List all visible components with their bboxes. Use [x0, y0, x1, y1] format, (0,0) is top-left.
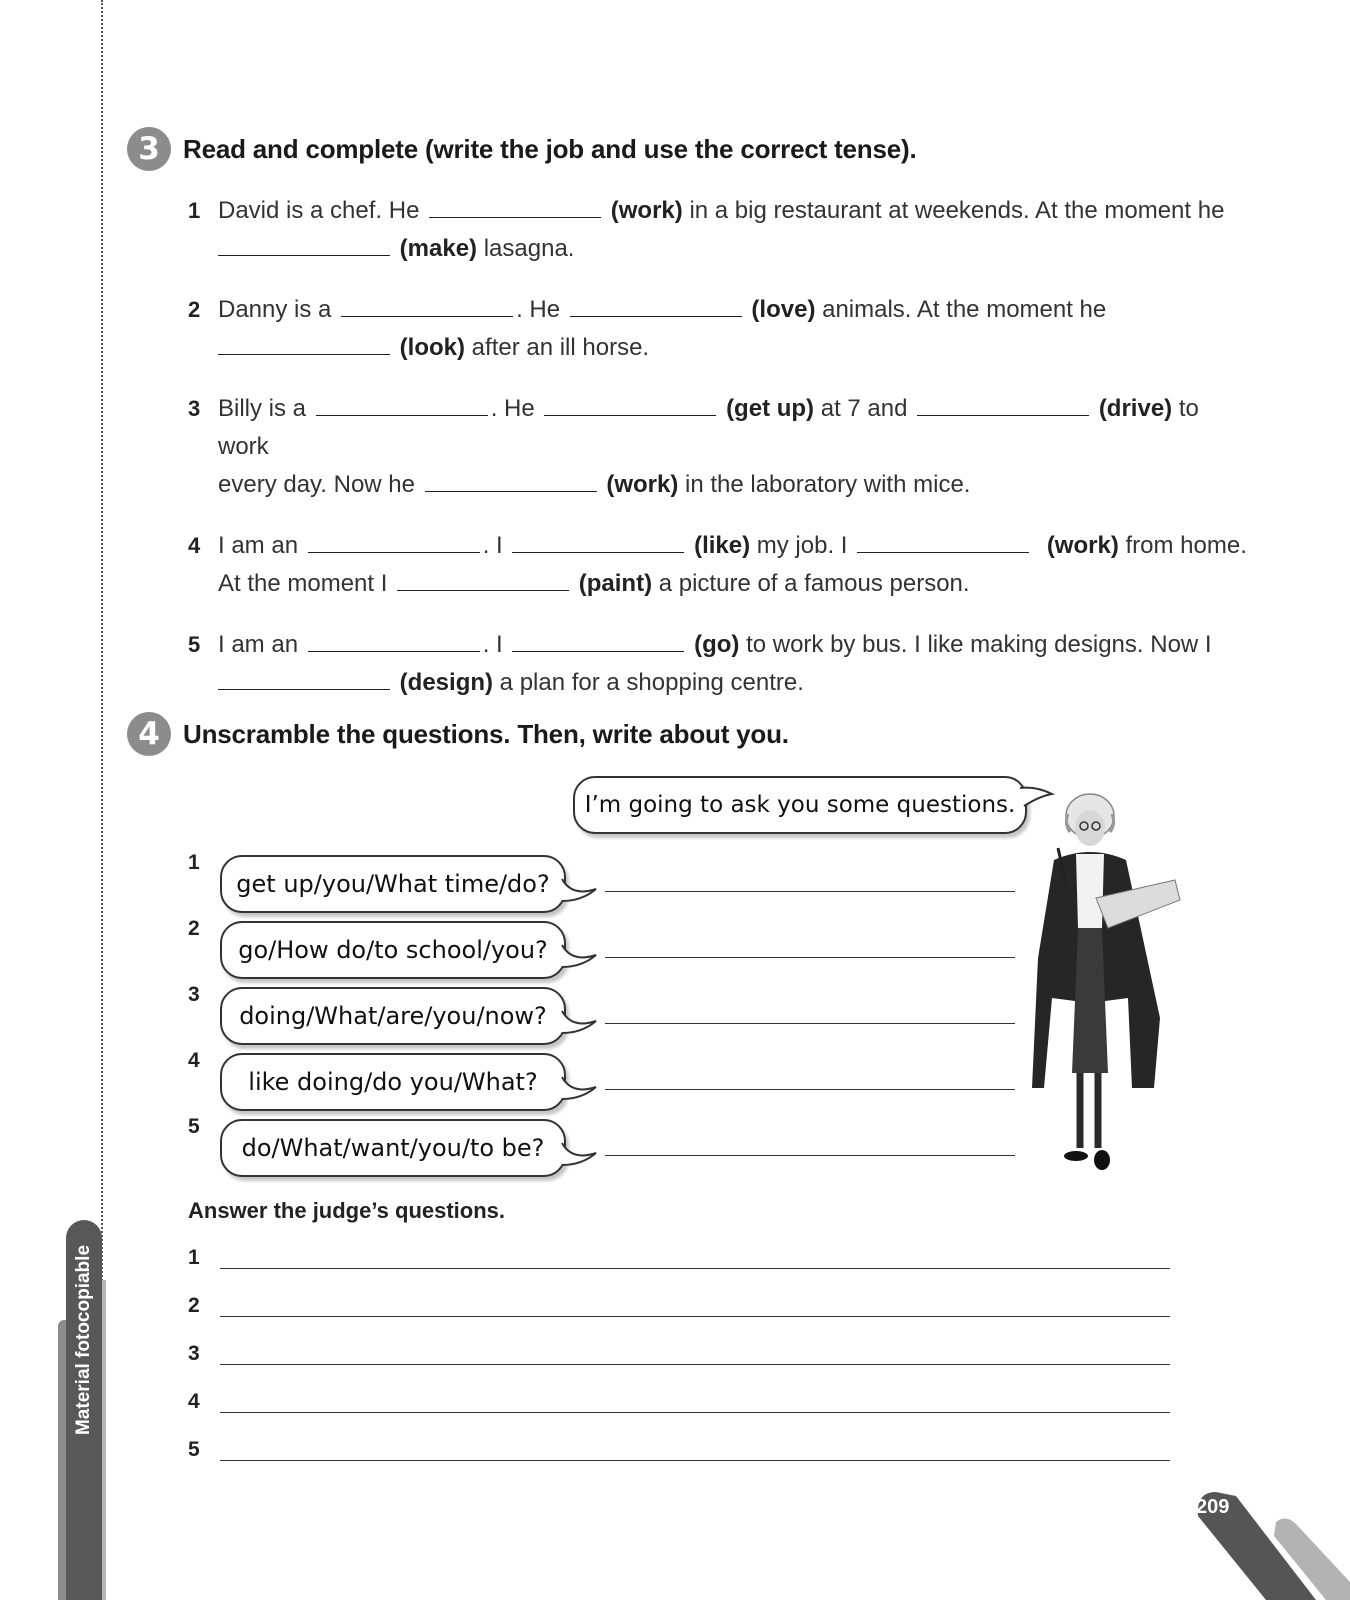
answer-blank[interactable] [218, 231, 390, 256]
item-text: I am an [218, 532, 299, 559]
item-text: my job. I [756, 532, 848, 559]
item-text: I am an [218, 631, 299, 658]
question-bubble: like doing/do you/What? [220, 1053, 566, 1111]
item-text: every day. Now he [218, 471, 415, 498]
exercise-item [188, 527, 1248, 603]
answer-blank[interactable] [425, 467, 597, 492]
answer-row [188, 1438, 1173, 1468]
question-number: 2 [188, 917, 200, 940]
answer-row [188, 1390, 1173, 1420]
answer-blank[interactable] [218, 665, 390, 690]
exercise-4-header [127, 712, 789, 756]
item-text: Billy is a [218, 395, 307, 422]
side-tab-label: Material fotocopiable [73, 1244, 94, 1436]
item-text: at 7 and [820, 395, 908, 422]
question-row [185, 983, 1025, 1045]
item-text: At the moment I [218, 570, 388, 597]
verb-prompt: (design) [399, 669, 493, 696]
judge-speech-bubble: I’m going to ask you some questions. [573, 776, 1027, 834]
answer-blank[interactable] [544, 391, 716, 416]
answer-blank[interactable] [308, 528, 480, 553]
exercise-number-badge: 4 [127, 712, 171, 756]
verb-prompt: (look) [399, 334, 465, 361]
item-text: Danny is a [218, 296, 332, 323]
answer-blank[interactable] [308, 627, 480, 652]
exercise-number-badge: 3 [127, 127, 171, 171]
verb-prompt: (go) [694, 631, 740, 658]
answer-line[interactable] [605, 957, 1015, 958]
answer-number: 1 [188, 1246, 200, 1269]
item-text: a picture of a famous person. [658, 570, 970, 597]
exercise-item [188, 291, 1248, 367]
answer-line[interactable] [220, 1460, 1170, 1461]
question-bubble: get up/you/What time/do? [220, 855, 566, 913]
answer-line[interactable] [605, 1155, 1015, 1156]
question-number: 5 [188, 1115, 200, 1138]
answer-line[interactable] [220, 1412, 1170, 1413]
exercise-item [188, 626, 1248, 702]
answer-blank[interactable] [218, 330, 390, 355]
verb-prompt: (love) [751, 296, 816, 323]
answer-line[interactable] [605, 891, 1015, 892]
answer-number: 3 [188, 1342, 200, 1365]
item-text: to work [218, 395, 1199, 460]
item-text: from home. [1125, 532, 1247, 559]
answer-line[interactable] [220, 1268, 1170, 1269]
item-text: in the laboratory with mice. [685, 471, 971, 498]
verb-prompt: (drive) [1098, 395, 1173, 422]
question-number: 4 [188, 1049, 200, 1072]
answer-blank[interactable] [397, 566, 569, 591]
speech-tail-icon [560, 875, 600, 905]
speech-tail-icon [560, 1007, 600, 1037]
answer-line[interactable] [605, 1023, 1015, 1024]
answer-blank[interactable] [512, 627, 684, 652]
verb-prompt: (get up) [726, 395, 815, 422]
question-row [185, 917, 1025, 979]
item-text: . I [482, 532, 503, 559]
answer-blank[interactable] [917, 391, 1089, 416]
answer-line[interactable] [605, 1089, 1015, 1090]
item-text: a plan for a shopping centre. [499, 669, 804, 696]
answer-line[interactable] [220, 1364, 1170, 1365]
item-number: 1 [188, 198, 201, 223]
item-text: animals. At the moment he [822, 296, 1107, 323]
speech-tail-icon [560, 1139, 600, 1169]
question-row [185, 851, 1025, 913]
question-row [185, 1049, 1025, 1111]
answer-blank[interactable] [512, 528, 684, 553]
verb-prompt: (make) [399, 235, 478, 262]
item-number: 2 [188, 297, 201, 322]
question-row [185, 1115, 1025, 1177]
item-number: 3 [188, 396, 201, 421]
exercise-3-items [188, 192, 1248, 725]
item-text: . He [490, 395, 535, 422]
item-text: after an ill horse. [471, 334, 650, 361]
verb-prompt: (work) [610, 197, 683, 224]
item-text: David is a chef. He [218, 197, 420, 224]
speech-tail-icon [560, 941, 600, 971]
answer-number: 4 [188, 1390, 200, 1413]
item-text: . He [516, 296, 561, 323]
judge-illustration [1030, 788, 1185, 1178]
exercise-3-header [127, 127, 917, 171]
exercise-title: Unscramble the questions. Then, write about you. [183, 718, 789, 749]
question-bubble: do/What/want/you/to be? [220, 1119, 566, 1177]
exercise-item [188, 390, 1248, 504]
exercise-item [188, 192, 1248, 268]
verb-prompt: (like) [694, 532, 751, 559]
answer-blank[interactable] [341, 292, 513, 317]
page-number: 209 [1196, 1496, 1230, 1518]
item-text: lasagna. [483, 235, 575, 262]
verb-prompt: (work) [606, 471, 679, 498]
answer-blank[interactable] [857, 528, 1029, 553]
answer-number: 5 [188, 1438, 200, 1461]
question-number: 1 [188, 851, 200, 874]
answer-number: 2 [188, 1294, 200, 1317]
speech-tail-icon [560, 1073, 600, 1103]
verb-prompt: (paint) [578, 570, 653, 597]
verb-prompt: (work) [1046, 532, 1119, 559]
question-number: 3 [188, 983, 200, 1006]
exercise-title: Read and complete (write the job and use the correct tense). [183, 133, 917, 164]
item-number: 4 [188, 533, 201, 558]
item-text: in a big restaurant at weekends. At the moment he [689, 197, 1225, 224]
answer-blank[interactable] [429, 193, 601, 218]
answer-row [188, 1246, 1173, 1276]
question-bubble: doing/What/are/you/now? [220, 987, 566, 1045]
answer-blank[interactable] [570, 292, 742, 317]
answer-section-title: Answer the judge’s questions. [188, 1198, 506, 1223]
item-text: to work by bus. I like making designs. Now I [746, 631, 1212, 658]
answer-row [188, 1342, 1173, 1372]
answer-line[interactable] [220, 1316, 1170, 1317]
answer-blank[interactable] [316, 391, 488, 416]
item-text: . I [482, 631, 503, 658]
item-number: 5 [188, 632, 201, 657]
question-bubble: go/How do/to school/you? [220, 921, 566, 979]
answer-row [188, 1294, 1173, 1324]
